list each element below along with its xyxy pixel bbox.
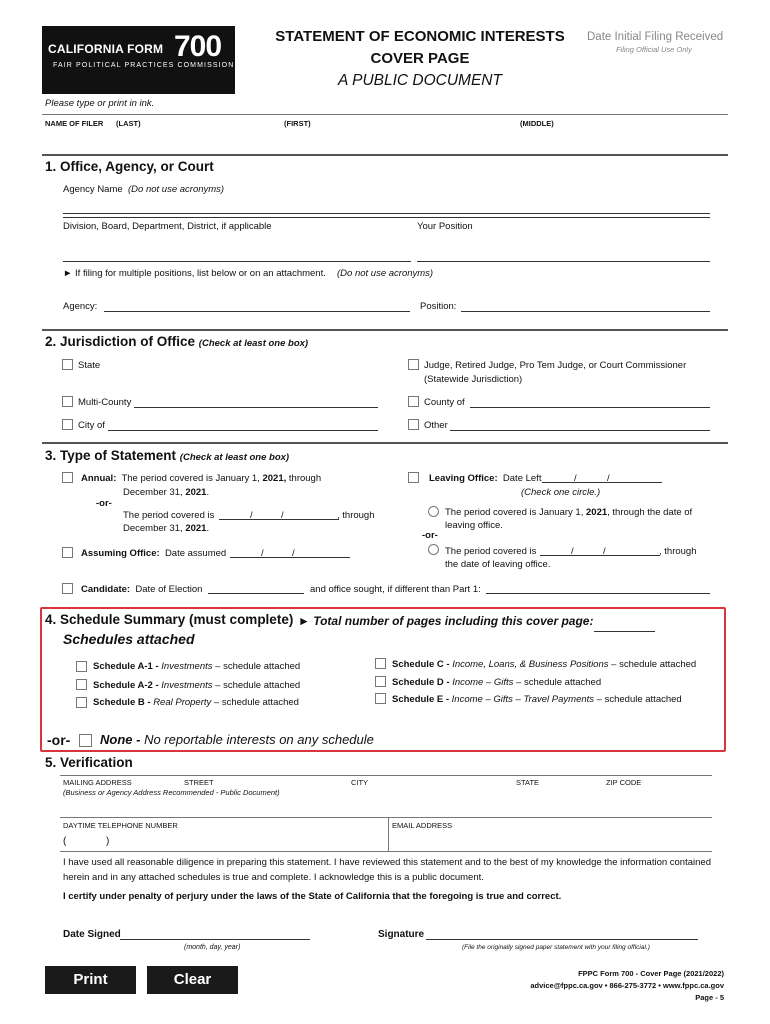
schedule-c-label <box>392 659 696 670</box>
city-addr-label: CITY <box>351 778 369 787</box>
mailing-label: MAILING ADDRESS <box>63 778 132 787</box>
judge-checkbox[interactable] <box>408 359 419 370</box>
annual-line2: December 31, 2021. <box>123 487 210 498</box>
schedule-tail: – schedule attached <box>611 659 697 670</box>
email-input[interactable] <box>392 832 712 850</box>
candidate-checkbox[interactable] <box>62 583 73 594</box>
schedule-a1-label <box>93 661 300 672</box>
assuming-text: Date assumed <box>164 548 227 559</box>
schedule-tail: – schedule attached <box>516 677 602 688</box>
annual-line1 <box>81 473 321 484</box>
or-label-2: -or- <box>422 530 438 541</box>
schedule-code: Schedule E - <box>392 694 450 705</box>
division-label: Division, Board, Department, District, if applicable <box>63 221 272 232</box>
date-slash: / <box>292 548 295 559</box>
none-label: None - <box>100 732 141 747</box>
signature-note: (File the originally signed paper statement with your filing official.) <box>462 944 650 951</box>
divider <box>388 818 389 852</box>
mailing-address-input[interactable] <box>60 798 712 816</box>
section-2-heading <box>45 334 308 349</box>
section-divider <box>42 154 728 156</box>
multi-county-input[interactable] <box>134 394 378 408</box>
schedule-e-checkbox[interactable] <box>375 693 386 704</box>
assuming-checkbox[interactable] <box>62 547 73 558</box>
leaving-line <box>429 473 541 484</box>
date-slash: / <box>603 546 606 557</box>
stamp-title: Date Initial Filing Received <box>587 31 724 43</box>
division-input[interactable] <box>63 246 411 262</box>
date-slash: / <box>261 548 264 559</box>
assuming-line <box>81 548 226 559</box>
date-slash: / <box>607 473 610 484</box>
position-label: Your Position <box>417 221 473 232</box>
first-name-label: (FIRST) <box>284 119 311 128</box>
phone-paren-open: ( <box>63 836 67 847</box>
agency-input[interactable] <box>104 296 410 312</box>
filer-name-input[interactable] <box>42 130 728 154</box>
schedule-a1-checkbox[interactable] <box>76 661 87 672</box>
section-5-heading: 5. Verification <box>45 755 133 770</box>
leaving-opt1-year: 2021 <box>586 507 608 518</box>
agency-name-line <box>63 200 710 218</box>
divider <box>60 851 712 852</box>
position2-label: Position: <box>420 301 457 312</box>
signature-label: Signature <box>378 929 425 940</box>
none-line <box>100 732 374 747</box>
period-dec-line: December 31, 2021. <box>123 523 210 534</box>
section-4-heading: 4. Schedule Summary (must complete) <box>45 612 294 627</box>
other-input[interactable] <box>450 417 710 431</box>
period-date-input[interactable] <box>219 507 339 520</box>
phone-input[interactable] <box>60 832 386 850</box>
agency-label: Agency: <box>63 301 98 312</box>
section-3-heading <box>45 448 289 463</box>
date-slash: / <box>281 510 284 521</box>
or-none-label: -or- <box>47 732 71 748</box>
schedule-desc: Income – Gifts <box>452 677 514 688</box>
election-date-input[interactable] <box>208 581 304 594</box>
leaving-checkbox[interactable] <box>408 472 419 483</box>
none-text: No reportable interests on any schedule <box>144 732 374 747</box>
section-1-heading: 1. Office, Agency, or Court <box>45 159 214 174</box>
schedule-desc: Income – Gifts – Travel Payments <box>451 694 595 705</box>
candidate-line <box>81 584 202 595</box>
address-note: (Business or Agency Address Recommended - Public Document) <box>63 788 280 797</box>
stamp-subtitle: Filing Official Use Only <box>616 45 692 54</box>
divider <box>42 114 728 115</box>
candidate-label: Candidate: <box>81 584 131 595</box>
leaving-opt2-through: , through <box>659 546 697 557</box>
phone-label: DAYTIME TELEPHONE NUMBER <box>63 821 178 830</box>
or-label: -or- <box>96 498 112 509</box>
schedule-desc: Income, Loans, & Business Positions <box>452 659 609 670</box>
office-sought-input[interactable] <box>486 581 710 594</box>
footer-form-info: FPPC Form 700 - Cover Page (2021/2022) <box>578 969 724 978</box>
annual-checkbox[interactable] <box>62 472 73 483</box>
clear-button[interactable]: Clear <box>147 966 238 994</box>
period-year: 2021 <box>185 523 207 534</box>
judge-label: Judge, Retired Judge, Pro Tem Judge, or Court Commissioner <box>424 360 687 371</box>
signature-input[interactable] <box>426 926 698 940</box>
leaving-period-input[interactable] <box>540 543 660 556</box>
schedules-attached-label: Schedules attached <box>63 631 195 647</box>
assuming-label: Assuming Office: <box>81 548 160 559</box>
position2-input[interactable] <box>461 296 710 312</box>
schedule-code: Schedule A-1 - <box>93 661 159 672</box>
multiple-positions-note: ► If filing for multiple positions, list below or on an attachment. <box>63 268 326 279</box>
annual-text: The period covered is January 1, <box>121 473 260 484</box>
leaving-option1-radio[interactable] <box>428 506 439 517</box>
leaving-text: Date Left <box>502 473 542 484</box>
schedule-desc: Investments <box>161 661 213 672</box>
statewide-label: (Statewide Jurisdiction) <box>424 374 523 385</box>
section-2-title: 2. Jurisdiction of Office <box>45 334 196 349</box>
leaving-option2-radio[interactable] <box>428 544 439 555</box>
form-number: 700 <box>174 30 222 63</box>
check-one-note: (Check one circle.) <box>521 487 601 498</box>
period-through: , through <box>337 510 375 521</box>
schedule-code: Schedule A-2 - <box>93 680 159 691</box>
city-checkbox[interactable] <box>62 419 73 430</box>
schedule-a2-label <box>93 680 300 691</box>
leaving-opt1-line1 <box>445 507 692 518</box>
filer-name-label: NAME OF FILER <box>45 119 104 128</box>
zip-label: ZIP CODE <box>606 778 642 787</box>
assumed-date-input[interactable] <box>230 545 350 558</box>
leaving-opt1-through: , through the date of <box>607 507 693 518</box>
multi-county-label: Multi-County <box>78 397 132 408</box>
leaving-opt2-text: The period covered is <box>445 546 537 557</box>
candidate-text: Date of Election <box>135 584 203 595</box>
schedule-d-label <box>392 677 601 688</box>
date-slash: / <box>571 546 574 557</box>
acronym-note: (Do not use acronyms) <box>128 184 225 195</box>
schedule-desc: Real Property <box>153 697 212 708</box>
print-button[interactable]: Print <box>45 966 136 994</box>
form-badge <box>42 26 235 94</box>
schedule-a2-checkbox[interactable] <box>76 679 87 690</box>
date-signed-input[interactable] <box>120 926 310 940</box>
street-label: STREET <box>184 778 214 787</box>
other-label: Other <box>424 420 448 431</box>
diligence-statement: I have used all reasonable diligence in preparing this statement. I have reviewed this statement and to the best of my knowledge the information contained herein and in any attached schedules is true and complete. I acknowledge this is a public document. <box>63 857 711 883</box>
annual-year: 2021, <box>262 473 287 484</box>
none-checkbox[interactable] <box>79 734 92 747</box>
public-document-label: A PUBLIC DOCUMENT <box>338 72 502 89</box>
other-checkbox[interactable] <box>408 419 419 430</box>
multi-county-checkbox[interactable] <box>62 396 73 407</box>
county-input[interactable] <box>470 394 710 408</box>
schedule-desc: Investments <box>161 680 213 691</box>
state-addr-label: STATE <box>516 778 540 787</box>
divider <box>60 817 712 818</box>
section-2-note: (Check at least one box) <box>198 338 309 349</box>
schedule-tail: – schedule attached <box>215 680 301 691</box>
agency-name: FAIR POLITICAL PRACTICES COMMISSION <box>53 62 235 69</box>
schedule-code: Schedule D - <box>392 677 450 688</box>
schedule-code: Schedule B - <box>93 697 151 708</box>
form-name: CALIFORNIA FORM <box>48 42 164 56</box>
divider <box>60 775 712 776</box>
total-pages-input[interactable] <box>594 616 655 632</box>
agency-name-label: Agency Name <box>63 184 123 195</box>
leaving-date-input[interactable] <box>542 470 662 483</box>
phone-paren-close: ) <box>106 836 110 847</box>
period-text: The period covered is <box>123 510 215 521</box>
annual-dec: December 31, <box>123 487 183 498</box>
leaving-opt1-text: The period covered is January 1, <box>445 507 584 518</box>
certify-statement: I certify under penalty of perjury under the laws of the State of California that the foregoing is true and correct. <box>63 891 562 902</box>
schedule-d-checkbox[interactable] <box>375 676 386 687</box>
multiple-acronym-note: (Do not use acronyms) <box>337 268 434 279</box>
footer-page-number: Page - 5 <box>695 993 724 1002</box>
date-slash: / <box>250 510 253 521</box>
schedule-b-label <box>93 697 299 708</box>
schedule-code: Schedule C - <box>392 659 450 670</box>
schedule-b-checkbox[interactable] <box>76 697 87 708</box>
leaving-label: Leaving Office: <box>429 473 498 484</box>
last-name-label: (LAST) <box>116 119 141 128</box>
state-checkbox[interactable] <box>62 359 73 370</box>
section-3-note: (Check at least one box) <box>179 452 290 463</box>
section-3-title: 3. Type of Statement <box>45 448 177 463</box>
schedule-c-checkbox[interactable] <box>375 658 386 669</box>
footer-contact: advice@fppc.ca.gov • 866-275-3772 • www.fppc.ca.gov <box>530 981 724 990</box>
date-format-note: (month, day, year) <box>184 944 241 951</box>
schedule-tail: – schedule attached <box>215 661 301 672</box>
city-label: City of <box>78 420 105 431</box>
section-divider <box>42 442 728 444</box>
section-divider <box>42 329 728 331</box>
state-label: State <box>78 360 101 371</box>
candidate-text-2: and office sought, if different than Part 1: <box>310 584 481 595</box>
schedule-tail: – schedule attached <box>596 694 682 705</box>
leaving-opt2-line2: the date of leaving office. <box>445 559 551 570</box>
leaving-opt1-line2: leaving office. <box>445 520 503 531</box>
page-title: STATEMENT OF ECONOMIC INTERESTS <box>275 28 565 45</box>
page-subtitle: COVER PAGE <box>370 50 470 67</box>
position-input[interactable] <box>417 246 710 262</box>
date-slash: / <box>574 473 577 484</box>
annual-through: through <box>288 473 322 484</box>
ink-instruction: Please type or print in ink. <box>45 98 155 109</box>
county-checkbox[interactable] <box>408 396 419 407</box>
period-dec: December 31, <box>123 523 183 534</box>
annual-label: Annual: <box>81 473 117 484</box>
date-signed-label: Date Signed <box>63 929 121 940</box>
schedule-e-label <box>392 694 682 705</box>
total-pages-label: ► Total number of pages including this cover page: <box>298 614 594 628</box>
middle-name-label: (MIDDLE) <box>520 119 554 128</box>
county-label: County of <box>424 397 465 408</box>
annual-year2: 2021 <box>185 487 207 498</box>
email-label: EMAIL ADDRESS <box>392 821 453 830</box>
city-input[interactable] <box>108 417 378 431</box>
schedule-tail: – schedule attached <box>213 697 299 708</box>
